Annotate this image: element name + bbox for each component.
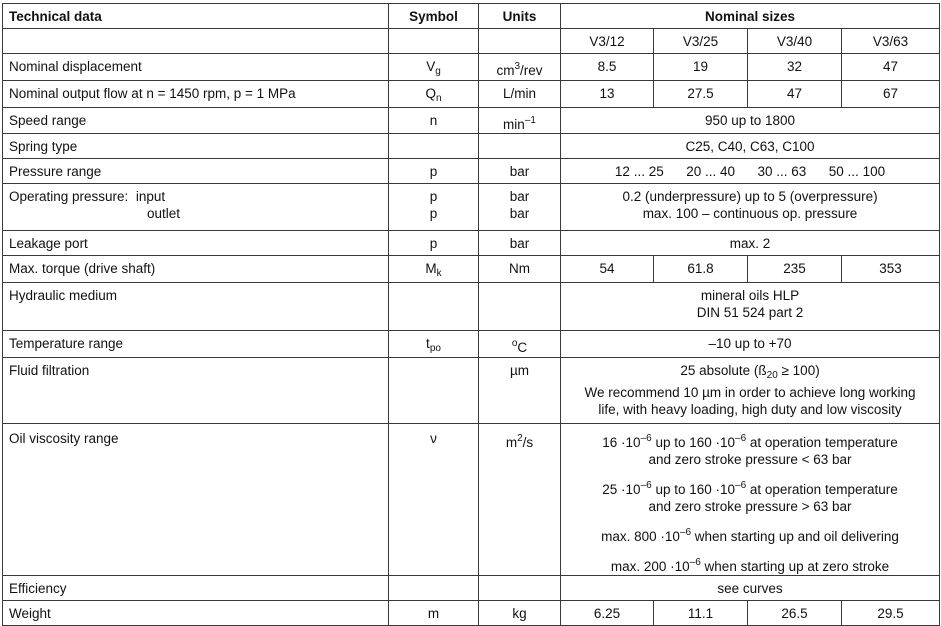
empty-cell bbox=[389, 358, 479, 424]
table-row bbox=[3, 184, 940, 231]
header-technical-data: Technical data bbox=[3, 4, 389, 29]
unit-torque: Nm bbox=[479, 256, 561, 283]
header-nominal-sizes: Nominal sizes bbox=[561, 4, 940, 29]
value-cell: 67 bbox=[842, 81, 940, 108]
value-filtration: 25 absolute $(ß_{20} \ge 100)$ We recommend 10 µm in order to achieve long working life, with heavy loading, high duty and low viscosity bbox=[561, 358, 940, 424]
symbol-output-flow: $Q_n$ bbox=[389, 81, 479, 108]
value-cell: 26.5 bbox=[748, 601, 842, 626]
symbol-pressure: p bbox=[389, 159, 479, 184]
table-row bbox=[3, 331, 940, 358]
empty-cell bbox=[389, 134, 479, 159]
table-row bbox=[3, 256, 940, 283]
row-label-leakage: Leakage port bbox=[3, 231, 389, 256]
header-row bbox=[3, 4, 940, 29]
table-row bbox=[3, 576, 940, 601]
value-cell: 8.5 bbox=[561, 54, 654, 81]
value-speed: 950 up to 1800 bbox=[561, 108, 940, 134]
empty-cell bbox=[389, 283, 479, 331]
unit-operating: bar bar bbox=[479, 184, 561, 231]
table-row bbox=[3, 424, 940, 576]
viscosity-range-high: $25 \cdot 10^{-6}$ up to $160 \cdot 10^{-6}$ at operation temperature and zero stroke pressure > 63 bar bbox=[602, 480, 898, 514]
value-pressure: 12 ... 25 20 ... 40 30 ... 63 50 ... 100 bbox=[561, 159, 940, 184]
table-row bbox=[3, 108, 940, 134]
symbol-operating: p p bbox=[389, 184, 479, 231]
size-v3-12: V3/12 bbox=[561, 29, 654, 54]
unit-leakage: bar bbox=[479, 231, 561, 256]
viscosity-range-low: $16 \cdot 10^{-6}$ up to $160 \cdot 10^{-6}$ at operation temperature and zero stroke pressure < 63 bar bbox=[602, 433, 898, 467]
row-label-temperature: Temperature range bbox=[3, 331, 389, 358]
unit-displacement: $cm^3$/rev bbox=[479, 54, 561, 81]
value-temperature: –10 up to +70 bbox=[561, 331, 940, 358]
size-v3-25: V3/25 bbox=[654, 29, 748, 54]
value-spring: C25, C40, C63, C100 bbox=[561, 134, 940, 159]
value-cell: 353 bbox=[842, 256, 940, 283]
table-row bbox=[3, 358, 940, 424]
value-cell: 27.5 bbox=[654, 81, 748, 108]
unit-pressure: bar bbox=[479, 159, 561, 184]
symbol-viscosity: ν bbox=[389, 424, 479, 576]
unit-output-flow: L/min bbox=[479, 81, 561, 108]
size-v3-63: V3/63 bbox=[842, 29, 940, 54]
row-label-pressure: Pressure range bbox=[3, 159, 389, 184]
unit-filtration: µm bbox=[479, 358, 561, 424]
value-leakage: max. 2 bbox=[561, 231, 940, 256]
technical-data-table bbox=[2, 3, 940, 626]
value-cell: 47 bbox=[748, 81, 842, 108]
value-cell: 235 bbox=[748, 256, 842, 283]
empty-cell bbox=[479, 134, 561, 159]
size-v3-40: V3/40 bbox=[748, 29, 842, 54]
value-cell: 47 bbox=[842, 54, 940, 81]
value-operating: 0.2 (underpressure) up to 5 (overpressure) max. 100 – continuous op. pressure bbox=[561, 184, 940, 231]
row-label-weight: Weight bbox=[3, 601, 389, 626]
empty-cell bbox=[479, 576, 561, 601]
row-label-speed: Speed range bbox=[3, 108, 389, 134]
viscosity-startup-delivering: max. $800 \cdot 10^{-6}$ when starting up and oil delivering bbox=[601, 527, 899, 544]
value-cell: 19 bbox=[654, 54, 748, 81]
table-row bbox=[3, 134, 940, 159]
value-cell: 11.1 bbox=[654, 601, 748, 626]
empty-cell bbox=[479, 283, 561, 331]
symbol-temperature: $t_{po}$ bbox=[389, 331, 479, 358]
unit-viscosity: $m^2/s$ bbox=[479, 424, 561, 576]
value-viscosity bbox=[561, 424, 940, 576]
row-label-medium: Hydraulic medium bbox=[3, 283, 389, 331]
row-label-operating: Operating pressure: input outlet bbox=[3, 184, 389, 231]
unit-speed: $\min^{-1}$ bbox=[479, 108, 561, 134]
header-units: Units bbox=[479, 4, 561, 29]
empty-cell bbox=[3, 29, 389, 54]
row-label-filtration: Fluid filtration bbox=[3, 358, 389, 424]
symbol-displacement: $V_g$ bbox=[389, 54, 479, 81]
table-row bbox=[3, 231, 940, 256]
empty-cell bbox=[479, 29, 561, 54]
empty-cell bbox=[389, 576, 479, 601]
symbol-leakage: p bbox=[389, 231, 479, 256]
empty-cell bbox=[389, 29, 479, 54]
symbol-speed: n bbox=[389, 108, 479, 134]
row-label-efficiency: Efficiency bbox=[3, 576, 389, 601]
value-cell: 13 bbox=[561, 81, 654, 108]
row-label-viscosity: Oil viscosity range bbox=[3, 424, 389, 576]
row-label-torque: Max. torque (drive shaft) bbox=[3, 256, 389, 283]
row-label-displacement: Nominal displacement bbox=[3, 54, 389, 81]
unit-temperature: $^o$C bbox=[479, 331, 561, 358]
table-row bbox=[3, 81, 940, 108]
symbol-torque: $M_k$ bbox=[389, 256, 479, 283]
value-cell: 61.8 bbox=[654, 256, 748, 283]
table-row bbox=[3, 601, 940, 626]
value-cell: 6.25 bbox=[561, 601, 654, 626]
table-row bbox=[3, 54, 940, 81]
header-symbol: Symbol bbox=[389, 4, 479, 29]
table-row bbox=[3, 159, 940, 184]
value-medium: mineral oils HLP DIN 51 524 part 2 bbox=[561, 283, 940, 331]
value-cell: 29.5 bbox=[842, 601, 940, 626]
value-efficiency: see curves bbox=[561, 576, 940, 601]
value-cell: 32 bbox=[748, 54, 842, 81]
value-cell: 54 bbox=[561, 256, 654, 283]
unit-weight: kg bbox=[479, 601, 561, 626]
table-row bbox=[3, 283, 940, 331]
row-label-output-flow: Nominal output flow at n = 1450 rpm, p = 1 MPa bbox=[3, 81, 389, 108]
viscosity-startup-zero-stroke: max. $200 \cdot 10^{-6}$ when starting up at zero stroke bbox=[610, 557, 890, 574]
row-label-spring: Spring type bbox=[3, 134, 389, 159]
sizes-row bbox=[3, 29, 940, 54]
symbol-weight: m bbox=[389, 601, 479, 626]
